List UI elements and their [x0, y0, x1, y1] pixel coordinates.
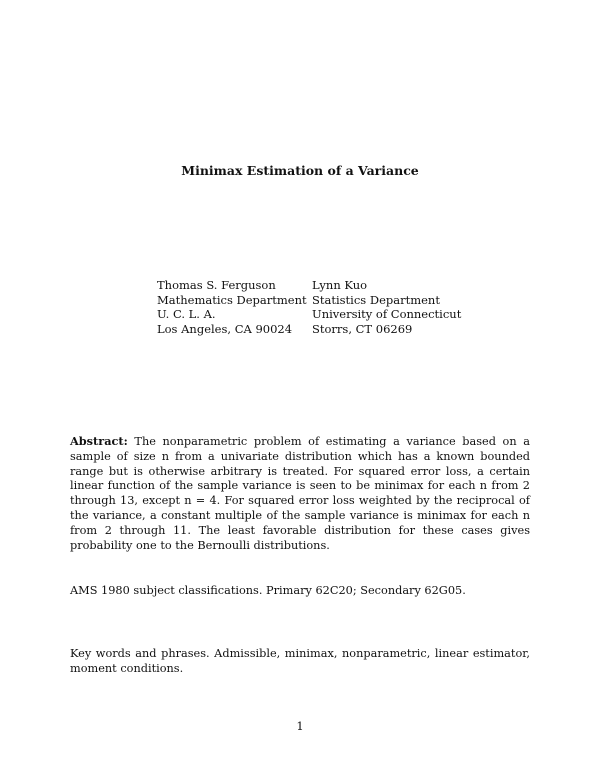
author-2-name: Lynn Kuo [312, 278, 368, 292]
author-1-address: Los Angeles, CA 90024 [157, 321, 293, 336]
author-2 [312, 278, 461, 336]
paper-title: Minimax Estimation of a Variance [181, 163, 419, 178]
author-1-institution: U. C. L. A. [157, 307, 216, 322]
author-1-name: Thomas S. Ferguson [157, 278, 276, 292]
author-2-institution: University of Connecticut [312, 307, 462, 322]
author-2-department: Statistics Department [312, 292, 440, 307]
abstract-label: Abstract: [70, 434, 128, 448]
page-number: 1 [296, 719, 304, 733]
author-1 [157, 278, 307, 336]
author-1-department: Mathematics Department [157, 292, 307, 307]
ams-classification: AMS 1980 subject classifications. Primary 62C20; Secondary 62G05. [70, 584, 466, 597]
keywords: Key words and phrases. Admissible, minimax, nonparametric, linear estimator, moment conditions. [70, 647, 530, 675]
author-2-address: Storrs, CT 06269 [312, 321, 413, 336]
abstract [70, 434, 530, 553]
abstract-text: The nonparametric problem of estimating a variance based on a sample of size n from a univariate distribution which has a known bounded range but is otherwise arbitrary is treated. For squared error loss, a certain linear function of the sample variance is seen to be minimax for each n from 2 through 13, except n = 4. For squared error loss weighted by the reciprocal of the variance, a constant multiple of the sample variance is minimax for each n from 2 through 11. The least favorable distribution for these cases gives probability one to the Bernoulli distributions. [70, 435, 530, 552]
